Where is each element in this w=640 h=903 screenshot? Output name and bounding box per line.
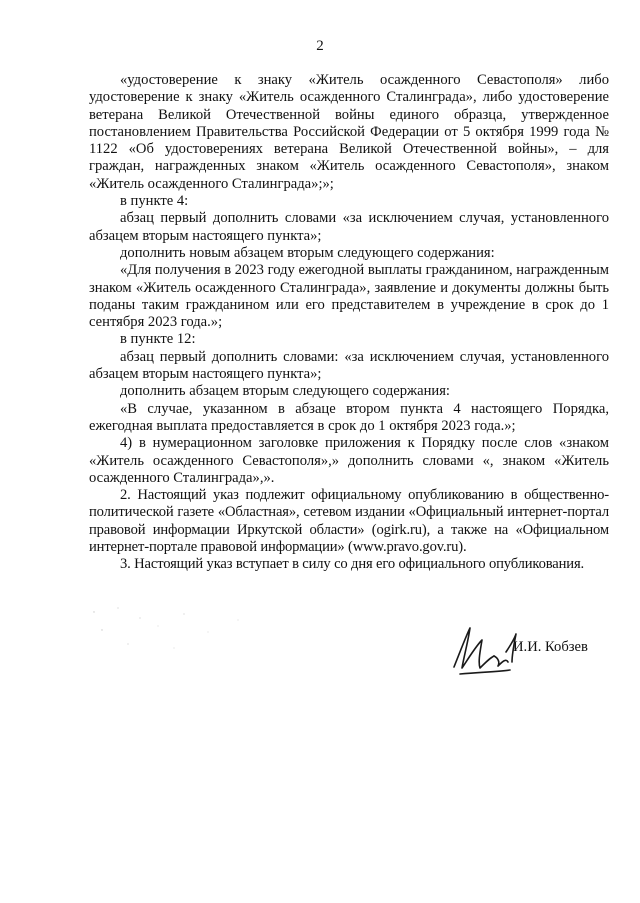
- paragraph-section-2-publication: 2. Настоящий указ подлежит официальному опубликованию в общественно-политической газете «Областная», сетевом издании «Официальный интернет-портал правовой информации Иркутской области» (ogirk.ru), а также на «Официальном интернет-портале правовой информации» (www.pravo.gov.ru).: [89, 487, 609, 556]
- signer-name: И.И. Кобзев: [513, 639, 588, 655]
- paragraph-item-4-appendix: 4) в нумерационном заголовке приложения к Порядку после слов «знаком «Житель осажденного Севастополя»,» дополнить словами «, знаком «Житель осажденного Сталинграда»,».: [89, 435, 609, 486]
- paragraph-point-4-new-text: «Для получения в 2023 году ежегодной выплаты гражданином, награжденным знаком «Житель осажденного Сталинграда», заявление и документы должны быть поданы таким гражданином или его представителем в учреждение в срок до 1 сентября 2023 года.»;: [89, 262, 609, 331]
- document-body: [89, 72, 609, 574]
- scan-noise: [88, 600, 268, 660]
- handwritten-signature: [440, 622, 620, 692]
- page-number: 2: [316, 38, 324, 54]
- paragraph-point-12-new-text: «В случае, указанном в абзаце втором пункта 4 настоящего Порядка, ежегодная выплата предоставляется в срок до 1 октября 2023 года.»;: [89, 400, 609, 434]
- paragraph-section-3-effective: 3. Настоящий указ вступает в силу со дня его официального опубликования.: [120, 556, 585, 573]
- paragraph-point-12-add-second: дополнить абзацем вторым следующего содержания:: [120, 383, 450, 400]
- paragraph-point-4-heading: в пункте 4:: [120, 193, 189, 210]
- paragraph-certificate: «удостоверение к знаку «Житель осажденного Севастополя» либо удостоверение к знаку «Житель осажденного Сталинграда», либо удостоверение ветерана Великой Отечественной войны единого образца, утвержденное постановлением Правительства Российской Федерации от 5 октября 1999 года № 1122 «Об удостоверениях ветерана Великой Отечественной войны», – для граждан, награжденных знаком «Житель осажденного Севастополя», знаком «Житель осажденного Сталинграда»;»;: [89, 72, 609, 192]
- paragraph-point-4-add-second: дополнить новым абзацем вторым следующего содержания:: [120, 244, 495, 261]
- paragraph-point-4-amend-first: абзац первый дополнить словами «за исключением случая, установленного абзацем вторым настоящего пункта»;: [89, 210, 609, 244]
- paragraph-point-12-amend-first: абзац первый дополнить словами: «за исключением случая, установленного абзацем вторым настоящего пункта»;: [89, 348, 609, 383]
- paragraph-point-12-heading: в пункте 12:: [120, 331, 196, 348]
